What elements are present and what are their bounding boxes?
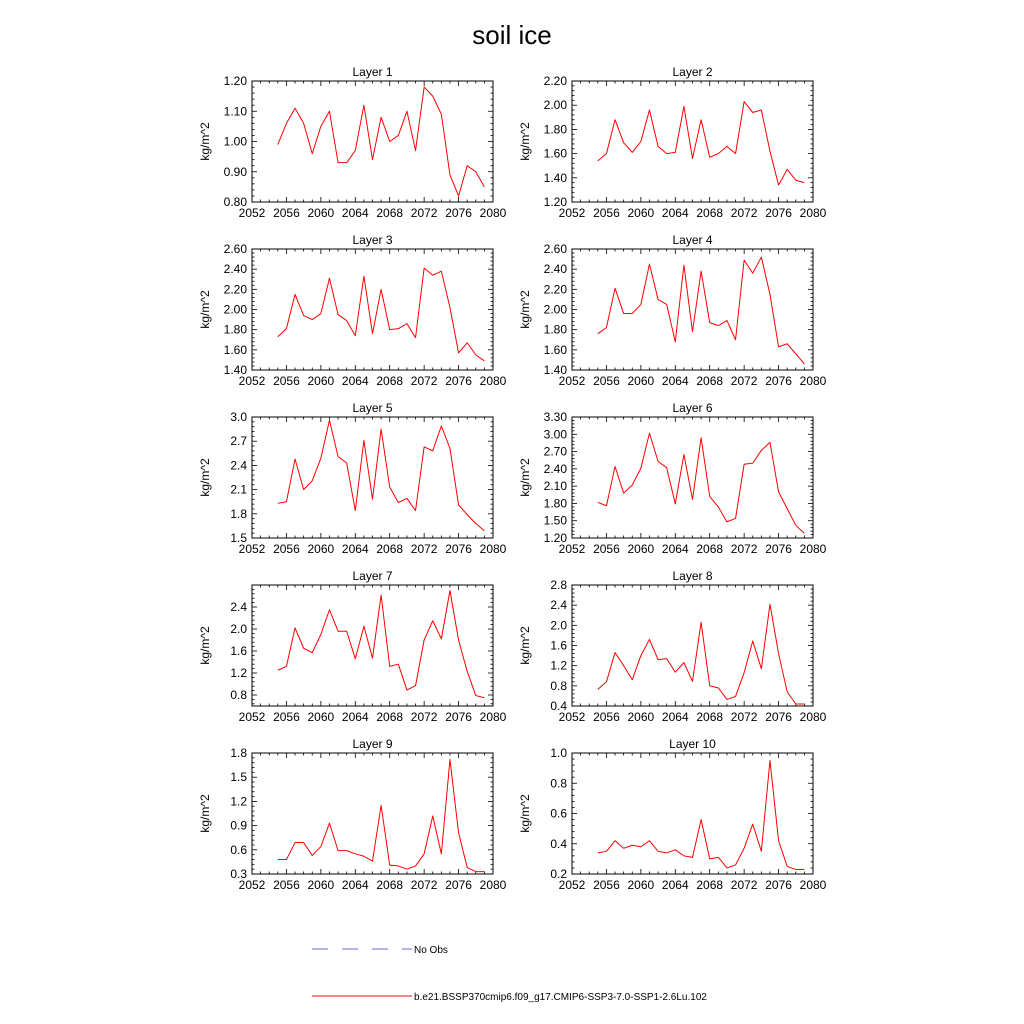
y-tick-label: 0.6	[550, 806, 567, 821]
plot-frame	[252, 417, 493, 538]
x-tick-label: 2064	[341, 878, 369, 892]
x-tick-label: 2076	[445, 374, 472, 388]
y-axis-label: kg/m^2	[198, 458, 212, 497]
x-tick-label: 2060	[627, 878, 655, 892]
x-tick-label: 2076	[445, 710, 472, 724]
x-tick-label: 2068	[696, 206, 724, 220]
series-line	[278, 591, 485, 698]
x-tick-label: 2064	[661, 206, 689, 220]
figure-title: soil ice	[472, 20, 552, 50]
y-tick-label: 1.6	[230, 644, 247, 658]
panel-layer-1	[198, 65, 507, 220]
panel-layer-2	[518, 65, 827, 220]
x-tick-label: 2060	[307, 710, 335, 724]
y-tick-label: 2.20	[223, 282, 247, 297]
plot-frame	[572, 81, 813, 202]
panel-layer-6	[518, 401, 827, 556]
y-tick-label: 0.8	[550, 776, 567, 791]
panel-layer-9	[198, 737, 507, 892]
y-tick-label: 2.0	[230, 622, 247, 636]
x-tick-label: 2064	[341, 710, 369, 724]
y-tick-label: 1.00	[223, 134, 247, 149]
x-tick-label: 2076	[445, 878, 472, 892]
y-axis-label: kg/m^2	[518, 122, 532, 161]
x-tick-label: 2080	[479, 206, 507, 220]
x-tick-label: 2072	[410, 710, 438, 724]
x-tick-label: 2060	[307, 374, 335, 388]
series-line	[278, 759, 485, 871]
panel-title: Layer 6	[672, 401, 713, 415]
series-line	[598, 433, 805, 533]
y-tick-label: 0.9	[230, 818, 247, 833]
y-tick-label: 1.20	[543, 531, 567, 545]
x-tick-label: 2076	[445, 542, 472, 556]
x-tick-label: 2080	[479, 710, 507, 724]
y-tick-label: 2.20	[543, 74, 567, 88]
panel-layer-5	[198, 401, 507, 556]
series-line	[278, 268, 485, 361]
y-tick-label: 2.4	[230, 458, 247, 473]
x-tick-label: 2064	[341, 206, 369, 220]
x-tick-label: 2068	[376, 710, 404, 724]
x-tick-label: 2080	[479, 542, 507, 556]
plot-frame	[252, 81, 493, 202]
panel-title: Layer 5	[352, 401, 393, 415]
panel-grid	[198, 65, 827, 892]
y-tick-label: 2.40	[543, 461, 567, 476]
y-tick-label: 2.4	[230, 600, 247, 614]
x-tick-label: 2056	[593, 542, 620, 556]
x-tick-label: 2072	[410, 542, 438, 556]
panel-layer-4	[518, 233, 827, 388]
y-tick-label: 1.2	[230, 794, 247, 809]
y-axis-label: kg/m^2	[518, 794, 532, 833]
x-tick-label: 2052	[238, 878, 266, 892]
x-tick-label: 2068	[376, 374, 404, 388]
x-tick-label: 2056	[593, 878, 620, 892]
y-tick-label: 2.4	[550, 598, 567, 613]
x-tick-label: 2072	[730, 542, 758, 556]
x-tick-label: 2056	[593, 374, 620, 388]
y-tick-label: 2.00	[223, 302, 247, 317]
panel-title: Layer 1	[352, 65, 393, 79]
y-tick-label: 3.0	[230, 410, 247, 424]
panel-layer-3	[198, 233, 507, 388]
y-tick-label: 1.20	[543, 195, 567, 209]
legend-label: b.e21.BSSP370cmip6.f09_g17.CMIP6-SSP3-7.0-SSP1-2.6Lu.102	[414, 992, 707, 1003]
x-tick-label: 2076	[765, 878, 792, 892]
y-tick-label: 1.6	[550, 638, 567, 653]
y-tick-label: 0.2	[550, 867, 567, 881]
y-tick-label: 1.10	[223, 104, 247, 119]
y-tick-label: 2.0	[550, 618, 567, 633]
x-tick-label: 2076	[765, 542, 792, 556]
y-tick-label: 2.00	[543, 302, 567, 317]
series-line	[278, 420, 485, 531]
y-tick-label: 2.40	[543, 262, 567, 277]
y-tick-label: 2.40	[223, 262, 247, 277]
panel-title: Layer 4	[672, 233, 713, 247]
x-tick-label: 2080	[799, 710, 827, 724]
x-tick-label: 2080	[479, 374, 507, 388]
x-tick-label: 2060	[627, 710, 655, 724]
y-tick-label: 0.8	[230, 688, 247, 702]
panel-title: Layer 9	[352, 737, 393, 751]
panel-title: Layer 3	[352, 233, 393, 247]
y-axis-label: kg/m^2	[518, 626, 532, 665]
y-tick-label: 2.8	[550, 578, 567, 592]
y-tick-label: 3.00	[543, 427, 567, 442]
x-tick-label: 2056	[273, 710, 300, 724]
x-tick-label: 2060	[627, 374, 655, 388]
y-tick-label: 2.60	[223, 242, 247, 256]
y-tick-label: 1.80	[223, 322, 247, 337]
x-tick-label: 2064	[661, 878, 689, 892]
y-tick-label: 1.40	[223, 363, 247, 377]
x-tick-label: 2076	[765, 710, 792, 724]
plot-frame	[252, 585, 493, 706]
x-tick-label: 2052	[558, 710, 586, 724]
x-tick-label: 2064	[661, 710, 689, 724]
x-tick-label: 2064	[661, 542, 689, 556]
y-tick-label: 0.8	[550, 678, 567, 693]
y-tick-label: 1.2	[550, 658, 567, 673]
x-tick-label: 2068	[696, 542, 724, 556]
plot-frame	[572, 417, 813, 538]
y-tick-label: 3.30	[543, 410, 567, 424]
x-tick-label: 2072	[410, 878, 438, 892]
y-tick-label: 2.70	[543, 444, 567, 459]
y-tick-label: 1.40	[543, 170, 567, 185]
panel-layer-8	[518, 569, 827, 724]
y-tick-label: 0.4	[550, 836, 567, 851]
x-tick-label: 2056	[273, 374, 300, 388]
panel-title: Layer 8	[672, 569, 713, 583]
x-tick-label: 2060	[307, 206, 335, 220]
y-axis-label: kg/m^2	[198, 794, 212, 833]
y-tick-label: 2.00	[543, 98, 567, 113]
y-tick-label: 1.5	[230, 770, 247, 785]
x-tick-label: 2072	[410, 374, 438, 388]
y-axis-label: kg/m^2	[198, 626, 212, 665]
x-tick-label: 2076	[765, 206, 792, 220]
series-line	[278, 87, 485, 196]
x-tick-label: 2060	[307, 878, 335, 892]
y-tick-label: 2.7	[230, 434, 247, 449]
x-tick-label: 2072	[730, 374, 758, 388]
x-tick-label: 2060	[627, 206, 655, 220]
series-line	[598, 102, 805, 185]
x-tick-label: 2072	[730, 206, 758, 220]
x-tick-label: 2068	[696, 878, 724, 892]
x-tick-label: 2068	[376, 878, 404, 892]
y-tick-label: 1.60	[543, 342, 567, 357]
x-tick-label: 2076	[445, 206, 472, 220]
panel-title: Layer 7	[352, 569, 393, 583]
y-tick-label: 2.10	[543, 479, 567, 494]
y-tick-label: 1.20	[223, 74, 247, 88]
x-tick-label: 2052	[558, 206, 586, 220]
x-tick-label: 2060	[307, 542, 335, 556]
panel-title: Layer 10	[669, 737, 716, 751]
y-tick-label: 1.60	[223, 342, 247, 357]
x-tick-label: 2080	[799, 206, 827, 220]
y-tick-label: 0.6	[230, 842, 247, 857]
y-tick-label: 1.80	[543, 122, 567, 137]
x-tick-label: 2052	[238, 374, 266, 388]
y-tick-label: 1.50	[543, 513, 567, 528]
panel-layer-7	[198, 569, 507, 724]
x-tick-label: 2056	[593, 206, 620, 220]
x-tick-label: 2080	[799, 878, 827, 892]
x-tick-label: 2064	[341, 374, 369, 388]
x-tick-label: 2080	[479, 878, 507, 892]
x-tick-label: 2052	[558, 542, 586, 556]
panel-title: Layer 2	[672, 65, 713, 79]
x-tick-label: 2052	[558, 878, 586, 892]
series-line	[598, 604, 805, 704]
y-tick-label: 1.8	[230, 506, 247, 521]
y-tick-label: 1.40	[543, 363, 567, 377]
legend-label: No Obs	[414, 945, 448, 956]
x-tick-label: 2068	[376, 542, 404, 556]
y-tick-label: 0.80	[223, 195, 247, 209]
x-tick-label: 2080	[799, 542, 827, 556]
x-tick-label: 2052	[238, 710, 266, 724]
y-axis-label: kg/m^2	[198, 122, 212, 161]
series-line	[598, 257, 805, 364]
y-tick-label: 2.20	[543, 282, 567, 297]
x-tick-label: 2068	[696, 710, 724, 724]
panel-layer-10	[518, 737, 827, 892]
x-tick-label: 2052	[238, 542, 266, 556]
x-tick-label: 2072	[410, 206, 438, 220]
y-tick-label: 0.90	[223, 164, 247, 179]
x-tick-label: 2080	[799, 374, 827, 388]
x-tick-label: 2052	[558, 374, 586, 388]
plot-frame	[572, 249, 813, 370]
y-tick-label: 1.80	[543, 496, 567, 511]
y-tick-label: 0.3	[230, 867, 247, 881]
y-tick-label: 1.0	[550, 746, 567, 760]
x-tick-label: 2056	[273, 206, 300, 220]
x-tick-label: 2076	[765, 374, 792, 388]
y-tick-label: 1.5	[230, 531, 247, 545]
y-tick-label: 1.60	[543, 146, 567, 161]
series-line	[598, 761, 805, 870]
y-axis-label: kg/m^2	[518, 290, 532, 329]
x-tick-label: 2056	[273, 878, 300, 892]
x-tick-label: 2064	[341, 542, 369, 556]
x-tick-label: 2068	[696, 374, 724, 388]
y-axis-label: kg/m^2	[518, 458, 532, 497]
legend	[312, 945, 707, 1003]
y-tick-label: 1.2	[230, 666, 247, 680]
x-tick-label: 2056	[593, 710, 620, 724]
y-axis-label: kg/m^2	[198, 290, 212, 329]
x-tick-label: 2072	[730, 878, 758, 892]
x-tick-label: 2060	[627, 542, 655, 556]
x-tick-label: 2056	[273, 542, 300, 556]
y-tick-label: 1.80	[543, 322, 567, 337]
y-tick-label: 0.4	[550, 699, 567, 713]
y-tick-label: 2.60	[543, 242, 567, 256]
y-tick-label: 2.1	[230, 482, 247, 497]
plot-frame	[252, 249, 493, 370]
x-tick-label: 2072	[730, 710, 758, 724]
x-tick-label: 2064	[661, 374, 689, 388]
y-tick-label: 1.8	[230, 746, 247, 760]
x-tick-label: 2068	[376, 206, 404, 220]
x-tick-label: 2052	[238, 206, 266, 220]
